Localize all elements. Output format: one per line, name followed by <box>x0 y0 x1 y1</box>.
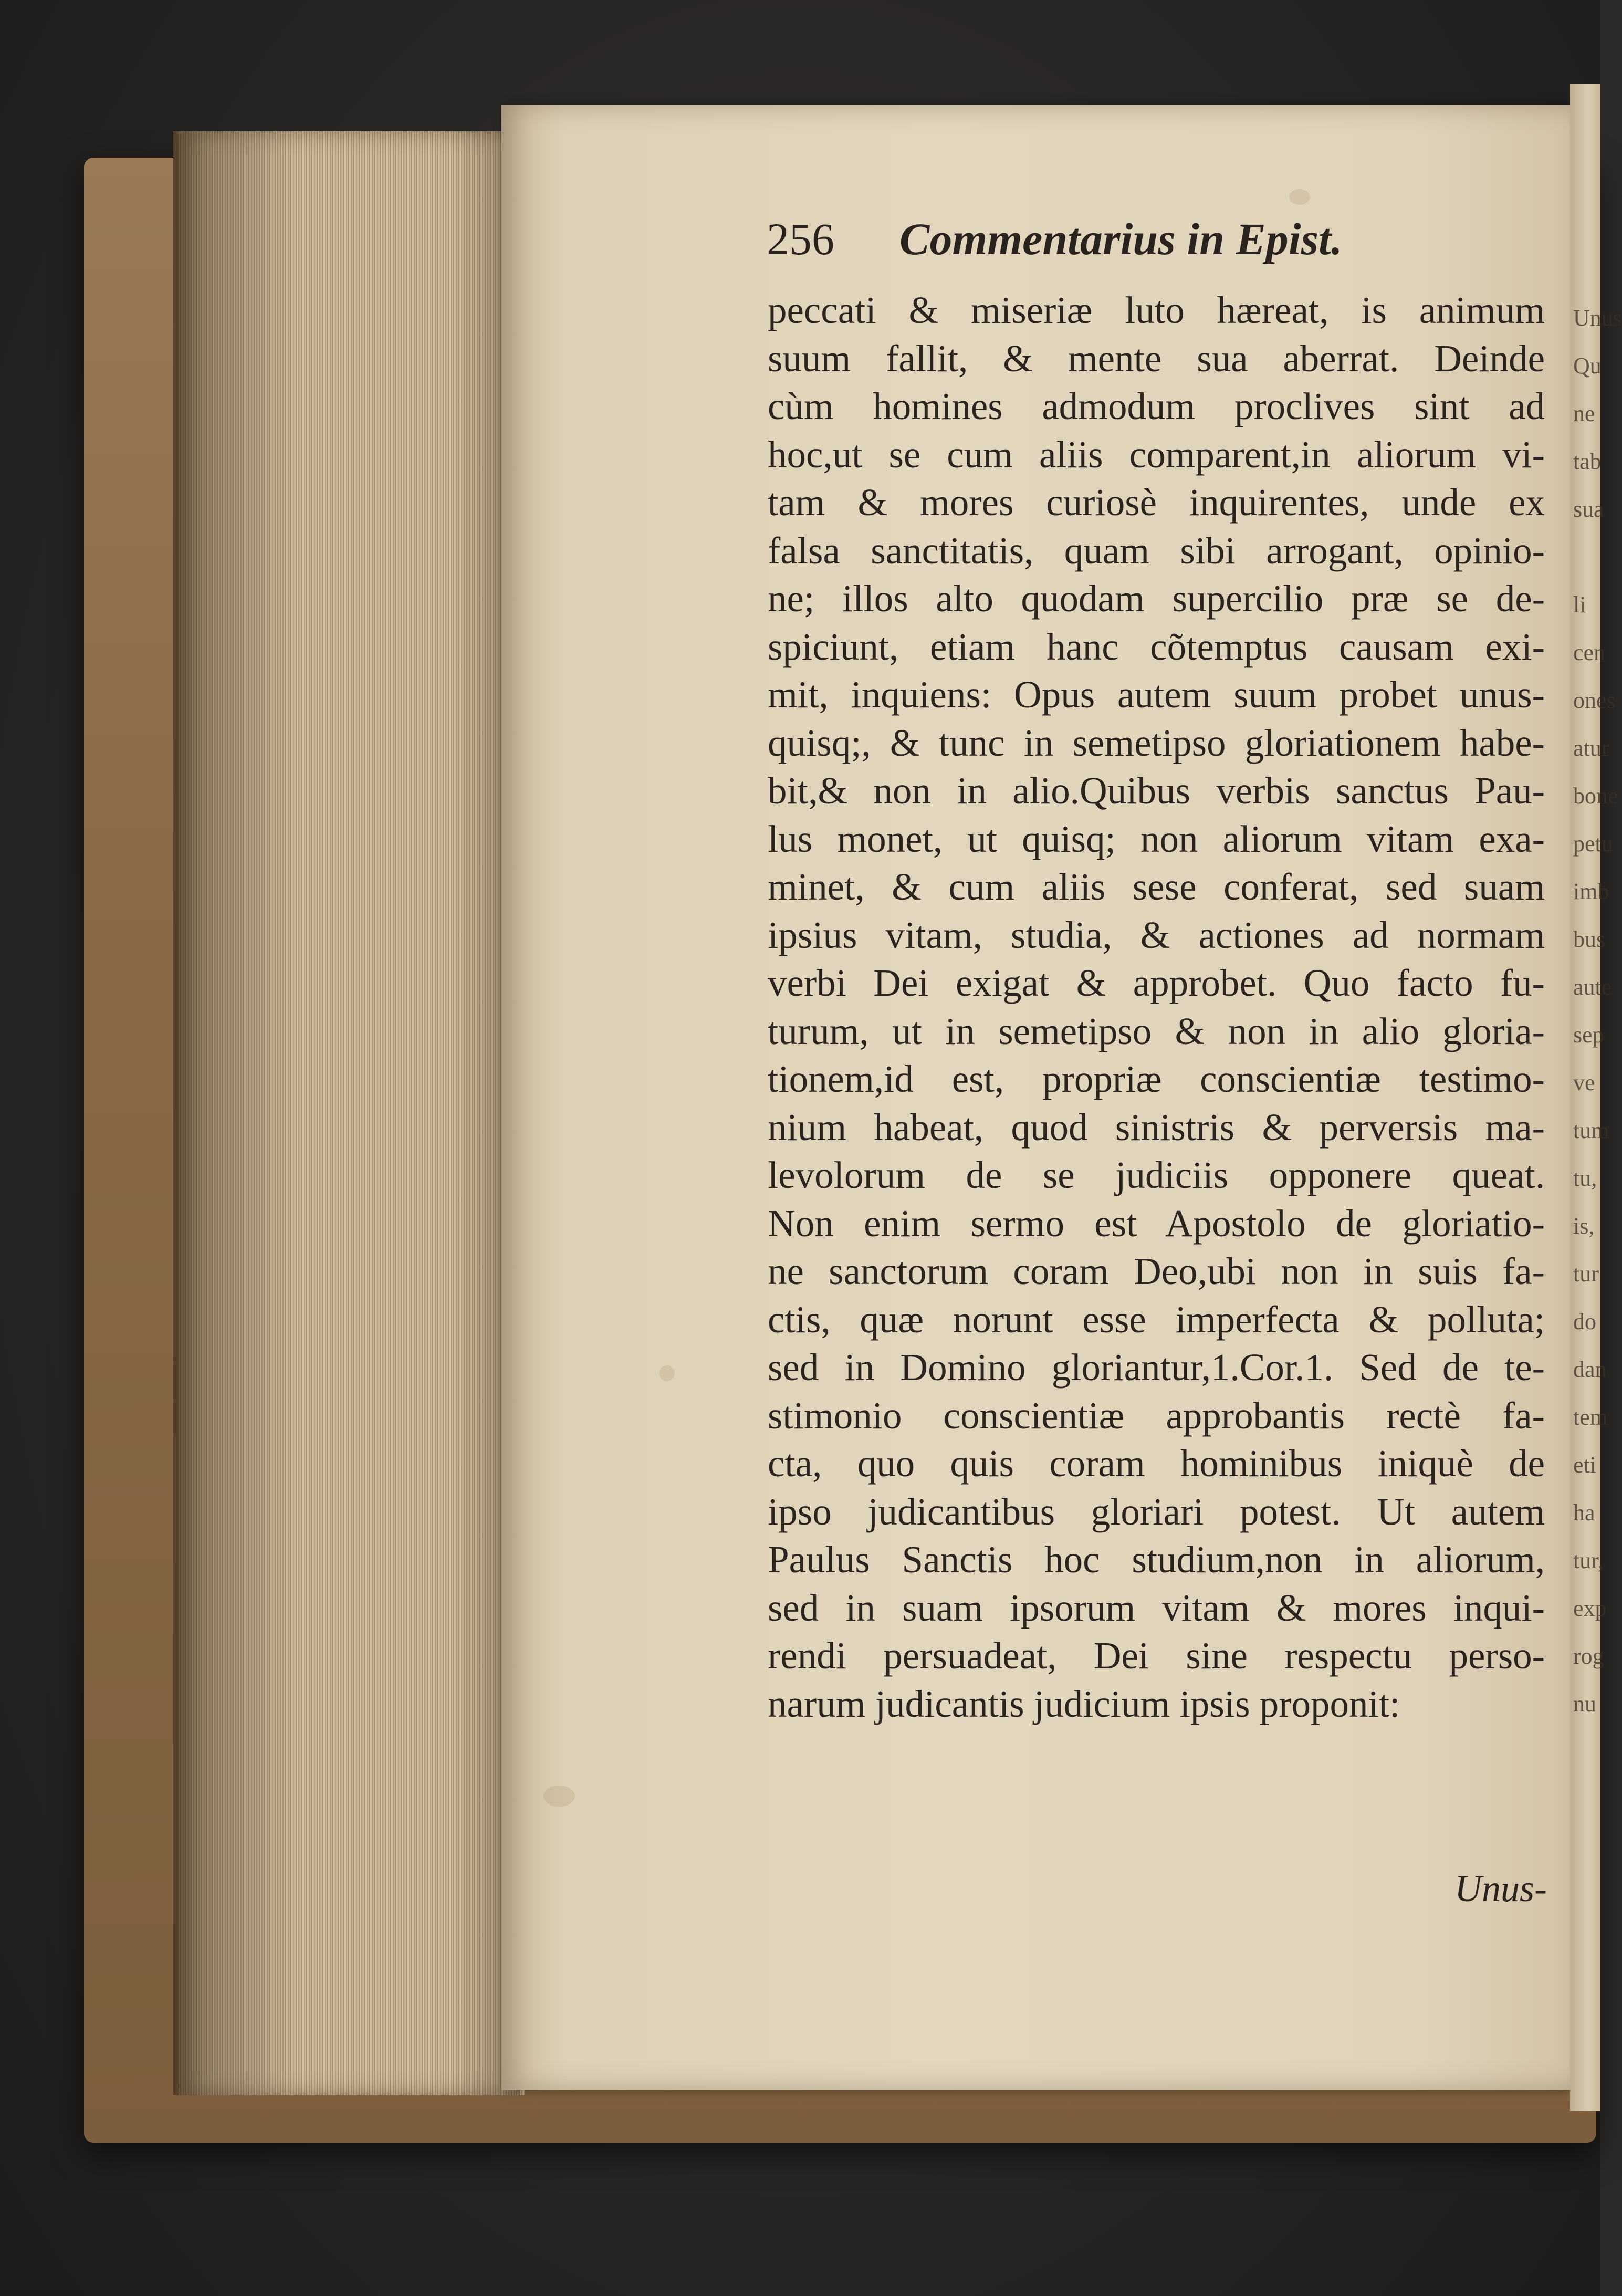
text-line: mit, inquiens: Opus autem suum probet unus- <box>768 673 1545 716</box>
text-line: sed in Domino gloriantur,1.Cor.1. Sed de te- <box>768 1346 1545 1389</box>
foxing-spot <box>1289 189 1310 205</box>
text-line: levolorum de se judiciis opponere queat. <box>768 1154 1545 1196</box>
facing-text-fragment: bus <box>1573 926 1606 952</box>
text-line: quisq;, & tunc in semetipso gloriationem habe- <box>768 721 1545 764</box>
facing-text-fragment: dan <box>1573 1356 1607 1382</box>
text-line: peccati & miseriæ luto hæreat, is animum <box>768 289 1545 331</box>
text-line: lus monet, ut quisq; non aliorum vitam exa- <box>768 817 1545 860</box>
facing-page-edge <box>1570 84 1622 2111</box>
page-edges-shadow <box>173 131 520 2095</box>
body-text <box>768 286 1545 1728</box>
text-line: hoc,ut se cum aliis comparent,in aliorum vi- <box>768 433 1545 476</box>
facing-text-fragment: sep <box>1573 1022 1604 1048</box>
text-line: nium habeat, quod sinistris & perversis ma- <box>768 1105 1545 1149</box>
text-line: spiciunt, etiam hanc cõtemptus causam exi- <box>768 625 1545 668</box>
facing-text-fragment: ne <box>1573 401 1595 426</box>
facing-text-fragment: tab <box>1573 448 1602 474</box>
text-line: narum judicantis judicium ipsis proponit: <box>768 1682 1400 1725</box>
text-line: ctis, quæ norunt esse imperfecta & polluta; <box>768 1298 1545 1341</box>
facing-text-fragment: petu <box>1573 831 1613 857</box>
facing-text-fragment: aute <box>1573 974 1612 1000</box>
text-line: cùm homines admodum proclives sint ad <box>768 385 1545 427</box>
facing-text-fragment: nu <box>1573 1691 1596 1717</box>
text-line: minet, & cum aliis sese conferat, sed suam <box>768 865 1545 908</box>
running-title: Commentarius in Epist. <box>899 214 1343 264</box>
text-line: stimonio conscientiæ approbantis rectè fa- <box>768 1394 1545 1437</box>
facing-text-fragment: tur <box>1573 1261 1599 1287</box>
facing-text-fragment: rog <box>1573 1643 1604 1669</box>
text-line: ipso judicantibus gloriari potest. Ut autem <box>768 1490 1545 1533</box>
facing-text-fragment: tu, <box>1573 1165 1597 1191</box>
text-line: Non enim sermo est Apostolo de gloriatio- <box>768 1202 1545 1245</box>
facing-text-fragment: is, <box>1573 1213 1595 1239</box>
text-line: cta, quo quis coram hominibus iniquè de <box>768 1442 1545 1485</box>
facing-text-fragment: do <box>1573 1309 1596 1334</box>
facing-text-fragment: ve <box>1573 1070 1595 1095</box>
text-line: verbi Dei exigat & approbet. Quo facto fu- <box>768 962 1545 1004</box>
text-line: ne sanctorum coram Deo,ubi non in suis fa- <box>768 1250 1545 1292</box>
text-line: bit,& non in alio.Quibus verbis sanctus Pau- <box>768 769 1545 812</box>
foxing-spot <box>543 1786 575 1807</box>
text-line: falsa sanctitatis, quam sibi arrogant, opinio- <box>768 529 1545 572</box>
text-line: ne; illos alto quodam supercilio præ se de- <box>768 577 1545 620</box>
facing-text-fragment: cen <box>1573 640 1606 665</box>
text-line: rendi persuadeat, Dei sine respectu perso- <box>768 1634 1545 1677</box>
text-line: suum fallit, & mente sua aberrat. Deinde <box>768 337 1545 380</box>
running-head <box>767 213 1449 281</box>
facing-text-fragment: ha <box>1573 1500 1595 1526</box>
text-line: ipsius vitam, studia, & actiones ad normam <box>768 913 1545 956</box>
facing-text-fragment: ones <box>1573 687 1616 713</box>
facing-text-fragment <box>1573 533 1622 581</box>
catchword: Unus- <box>1454 1867 1547 1909</box>
facing-text-fragment: Unus <box>1573 305 1622 331</box>
facing-text-fragment: exp <box>1573 1595 1607 1621</box>
text-line: tam & mores curiosè inquirentes, unde ex <box>768 481 1545 524</box>
text-line: Paulus Sanctis hoc studium,non in aliorum, <box>768 1538 1545 1581</box>
text-line: sed in suam ipsorum vitam & mores inqui- <box>768 1586 1545 1629</box>
facing-text-fragment: imb <box>1573 879 1609 904</box>
facing-text-fragment: atur <box>1573 735 1609 761</box>
facing-text-fragment: eti <box>1573 1452 1596 1478</box>
facing-page-text <box>1573 294 1622 1728</box>
facing-text-fragment: sua <box>1573 496 1604 522</box>
facing-text-fragment: Qu <box>1573 353 1602 379</box>
text-line: turum, ut in semetipso & non in alio gloria- <box>768 1009 1545 1052</box>
facing-text-fragment: li <box>1573 592 1586 618</box>
foxing-spot <box>659 1365 675 1381</box>
page-number: 256 <box>767 214 834 264</box>
facing-text-fragment: tur, <box>1573 1548 1604 1573</box>
text-line: tionem,id est, propriæ conscientiæ testimo- <box>768 1058 1545 1100</box>
facing-text-fragment: bone <box>1573 783 1618 809</box>
facing-text-fragment: tem <box>1573 1404 1608 1430</box>
facing-text-fragment: tum <box>1573 1118 1609 1143</box>
